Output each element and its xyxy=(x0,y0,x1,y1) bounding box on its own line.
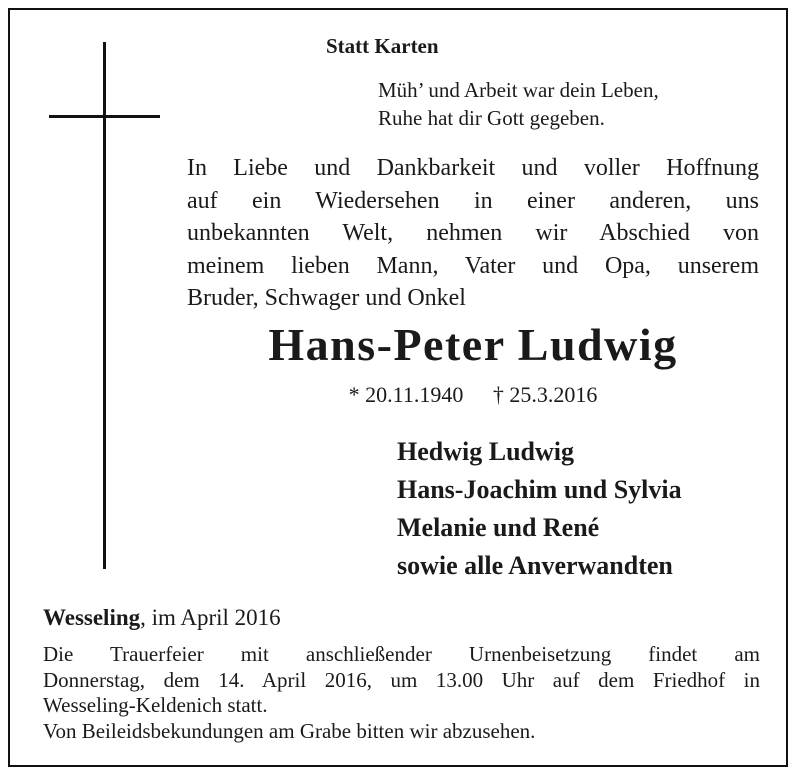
closing-line: Von Beileidsbekundungen am Grabe bitten wir abzusehen. xyxy=(43,718,536,743)
death-date: † 25.3.2016 xyxy=(492,382,598,407)
intro-line: In Liebe und Dankbarkeit und voller Hoffnung xyxy=(187,155,759,181)
intro-paragraph xyxy=(187,152,759,315)
place-and-date xyxy=(43,605,281,631)
notice-line: Donnerstag, dem 14. April 2016, um 13.00 Uhr auf dem Friedhof in xyxy=(43,667,760,692)
motto-line: Ruhe hat dir Gott gegeben. xyxy=(378,106,605,130)
place-town: Wesseling xyxy=(43,605,141,630)
intro-line: auf ein Wiedersehen in einer anderen, uns xyxy=(187,187,759,214)
mourner-line: Hedwig Ludwig xyxy=(397,437,574,466)
motto-line: Müh’ und Arbeit war dein Leben, xyxy=(378,78,659,102)
birth-date: * 20.11.1940 xyxy=(348,382,464,407)
mourner-line: Hans-Joachim und Sylvia xyxy=(397,475,682,504)
mourner-line: sowie alle Anverwandten xyxy=(397,551,673,580)
notice-line: Wesseling-Keldenich statt. xyxy=(43,693,268,717)
place-date: , im April 2016 xyxy=(140,605,281,630)
intro-line: meinem lieben Mann, Vater und Opa, unserem xyxy=(187,252,759,279)
motto-verse xyxy=(378,76,659,132)
cross-vertical-bar xyxy=(103,42,106,569)
funeral-notice xyxy=(43,642,760,744)
mourners-list xyxy=(397,433,682,585)
life-dates xyxy=(187,382,759,408)
notice-line: Die Trauerfeier mit anschließender Urnenbeisetzung findet am xyxy=(43,642,760,666)
deceased-name: Hans-Peter Ludwig xyxy=(268,319,678,370)
mourner-line: Melanie und René xyxy=(397,513,600,542)
header-statt-karten: Statt Karten xyxy=(326,34,439,58)
intro-line: unbekannten Welt, nehmen wir Abschied von xyxy=(187,220,759,246)
intro-line: Bruder, Schwager und Onkel xyxy=(187,285,466,311)
cross-horizontal-bar xyxy=(49,115,160,118)
